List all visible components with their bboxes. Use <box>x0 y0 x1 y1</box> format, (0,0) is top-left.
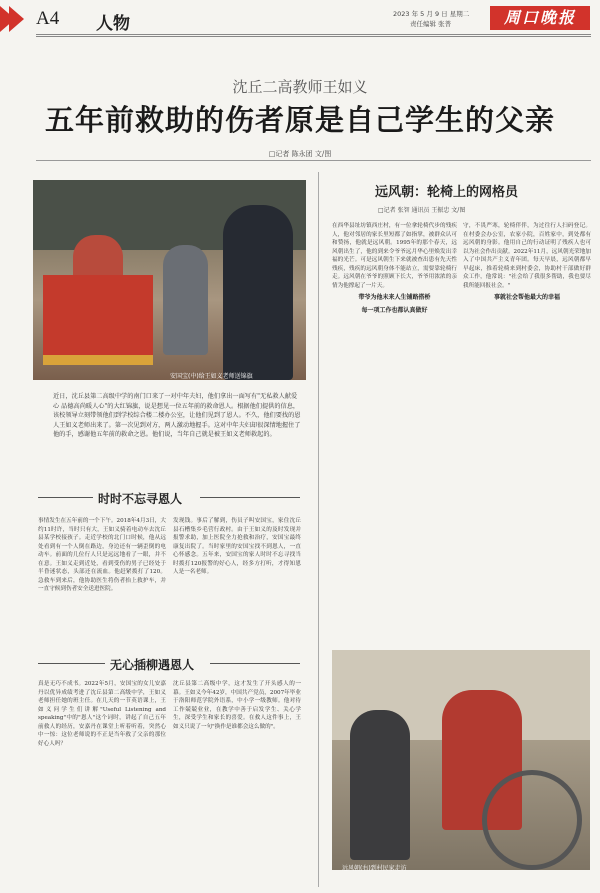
subheading: 带爷为他未来人生铺路搭桥 <box>358 294 431 301</box>
article-subtitle: 沈丘二高教师王如义 <box>232 78 368 96</box>
wheelchair-wheel <box>482 770 582 870</box>
heading-rule <box>200 497 300 498</box>
article-column <box>463 222 591 642</box>
subheading: 每一项工作也都认真做好 <box>361 306 428 314</box>
photo-caption: 安国宝(中)给王如义老师送锦旗 <box>170 373 253 380</box>
article-photo <box>332 650 590 870</box>
divider <box>36 160 591 161</box>
article-title: 五年前救助的伤者原是自己学生的父亲 <box>44 103 555 137</box>
heading-rule <box>210 663 300 664</box>
editor-credit: 责任编辑 张普 <box>410 20 452 28</box>
article-byline: □记者 陈永团 文/图 <box>268 150 332 158</box>
section-name: 人物 <box>96 14 130 34</box>
heading-rule <box>38 497 93 498</box>
article-text: 在西华县址坊镇西庄村，有一位拿轮椅代步的残疾人，他对邻居的家长里短都了如指掌，被群众认可和赞扬，他就是远风朝。1995年的那个春天，远风朝出生了，他的到来令爷爷远月华心里焕发出幸福的光芒。可是远风朝生下来就被查出患有先天性残疾，残疾的远风朝身体不能站立，需要靠轮椅行走。远风朝在爷爷的照顾下长大，爷爷用浓浓的亲情为他撑起了一片天。 <box>332 223 457 289</box>
newspaper-logo: 周口晚报 <box>490 6 590 30</box>
right-article-title: 远风朝：轮椅上的网格员 <box>375 185 519 200</box>
photo-caption: 远风朝(右)到村民家走访 <box>342 865 407 872</box>
section-heading: 无心插柳遇恩人 <box>110 658 195 672</box>
article-column: 发现钱。事后了解到，伤员子叫安国宝，家住沈丘县石槽集乡毛营行政村。由于王如义的及时发现并报警求助，加上医院全力抢救和治疗，安国宝最终康复出院了。当时家里的安国宝找不到恩人，一直心怀感念。五年来，安国宝的家人时时不忘寻找当时拨打120报警的好心人，经多方打听，才得知恩人是一名老师。 <box>173 518 301 575</box>
article-text: 守，不畏严寒，轮椅伴伴，为过往行人扫码登记。在村委会办公室，农家小院，百姓家中，到处都有远风朝的身影。他用自己的行动证明了残疾人也可以为社会作出贡献。2022年11月，远风朝光荣地加入了中国共产主义青年团。每天早晨，远风朝都早早起床，推着轮椅来到村委会，协助村干部做好群众工作，他常说："社会给了我很多帮助，我也要尽我所能回报社会。" <box>463 223 591 289</box>
person-figure <box>223 205 293 380</box>
article-column: 真是无巧不成书。2022年5月，安国宝的女儿安嘉丹以优异成绩考进了沈丘县第二高级中学，王如义老师担任她的班主任。在几天的一节英语课上，王如义问学生们讲解"Useful Listening and speaking"中的"恩人"这个词时，讲起了自己五年前救人的经历，安嘉丹在课堂上听着听着，突然心中一惊：这位老师说的不正是当年救了父亲的那位好心人吗？ <box>38 681 166 747</box>
banner-fringe <box>43 355 153 365</box>
article-intro: 近日，沈丘县第二高级中学的南门口来了一对中年夫妇，他们拿出一面写有"无私救人献爱心 品德高尚暖人心"的大红锦旗，说是想见一位五年前的救命恩人。根据他们提供的信息，该校领导立刻带领他们到学校综合楼二楼办公室，让他们见到了恩人。不久，他们要找的恩人王如义老师出来了。第一次见到对方，两人激动地握手。这对中年夫妇却很深情地握住了他的手，感谢他五年前的救命之恩。他们说，当年自己就是被王如义老师救起的。 <box>53 393 301 439</box>
heading-rule <box>38 663 105 664</box>
article-column: 沈丘县第二高级中学，这才发生了开头感人的一幕。王如义今年42岁，中国共产党员，2007年毕业于洛阳师范学院外语系，中小学一级教师。他对待工作兢兢业业，在教学中善于启发学生、关心学生，深受学生和家长的喜爱。在救人这件事上，王如义只说了一句"换作是谁都会这么做的"。 <box>173 681 301 730</box>
divider <box>36 34 591 35</box>
person-figure <box>350 710 410 860</box>
subheading: 事就社会帮他最大的幸福 <box>493 294 560 301</box>
issue-date: 2023 年 5 月 9 日 星期二 <box>393 10 470 18</box>
page-number: A4 <box>36 8 60 29</box>
column-divider <box>318 172 319 887</box>
right-article-byline: □记者 张智 通讯员 王振忠 文/图 <box>378 207 466 214</box>
article-column <box>332 222 457 642</box>
divider <box>36 36 591 37</box>
person-figure <box>163 245 208 355</box>
header-arrow-icon <box>9 6 24 32</box>
banner-pennant <box>43 275 153 360</box>
article-photo <box>33 180 306 380</box>
section-heading: 时时不忘寻恩人 <box>98 492 183 506</box>
article-column: 事情发生在五年前的一个下午。2018年4月3日，大约11时许，当时只有大，王如义骑着电动车去沈丘县某学校接孩子。走近学校的北门口时候，他从远处看到有一个人倒在路边，身边还有一辆歪倒的电动车。前面的几位行人只是远远地看了一眼，并不在意。王如义走到近处，看到受伤的男子已经处于半昏迷状态，头部还在流血。他赶紧拨打了120。急救车到来后，他协助医生将伤者抬上救护车，并一直守候到伤者安全送进医院。 <box>38 518 166 592</box>
